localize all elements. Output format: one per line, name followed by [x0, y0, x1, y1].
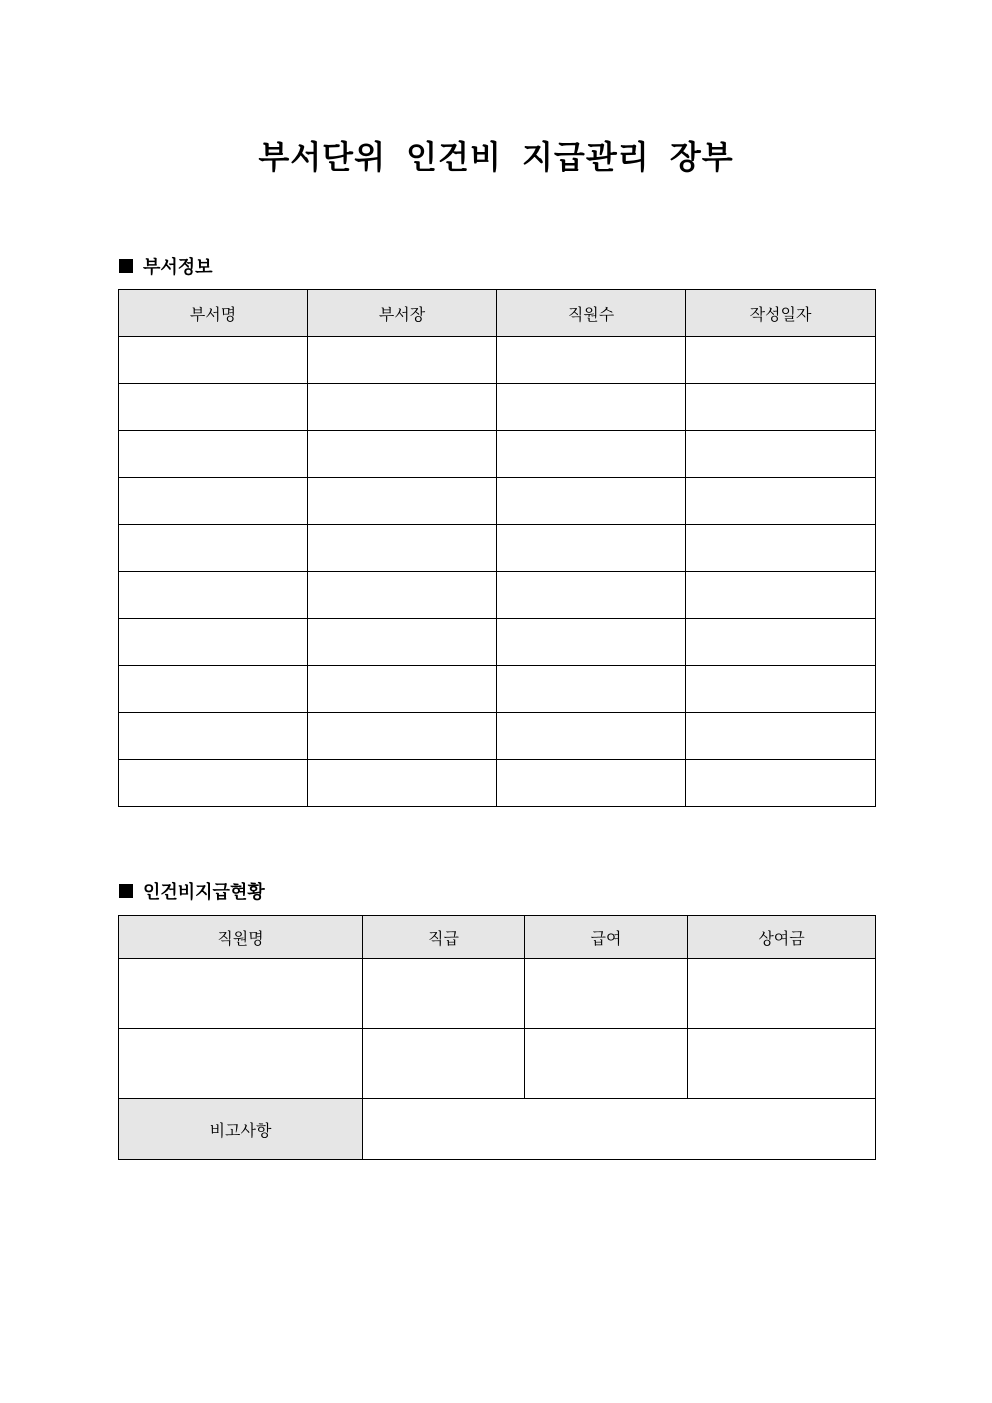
column-header-salary: 급여: [525, 916, 688, 959]
table-row: [119, 478, 876, 525]
remarks-row: [119, 1099, 876, 1160]
table-cell[interactable]: [119, 384, 308, 431]
table-cell[interactable]: [119, 478, 308, 525]
table-cell[interactable]: [497, 572, 686, 619]
table-cell[interactable]: [308, 431, 497, 478]
table-row: [119, 1029, 876, 1099]
table-cell[interactable]: [497, 760, 686, 807]
table-row: [119, 525, 876, 572]
column-header-employee-count: 직원수: [497, 290, 686, 337]
square-bullet-icon: [119, 259, 133, 273]
table-cell[interactable]: [119, 713, 308, 760]
department-info-table: [118, 289, 876, 807]
column-header-department-head: 부서장: [308, 290, 497, 337]
table-cell[interactable]: [308, 666, 497, 713]
table-cell[interactable]: [497, 337, 686, 384]
column-header-bonus: 상여금: [688, 916, 876, 959]
table-cell[interactable]: [119, 1029, 363, 1099]
table-cell[interactable]: [363, 1029, 525, 1099]
table-cell[interactable]: [119, 431, 308, 478]
column-header-written-date: 작성일자: [686, 290, 876, 337]
remarks-field[interactable]: [363, 1099, 876, 1160]
remarks-label: 비고사항: [119, 1099, 363, 1160]
table-cell[interactable]: [119, 760, 308, 807]
table-cell[interactable]: [308, 478, 497, 525]
table-cell[interactable]: [119, 525, 308, 572]
table-row: [119, 384, 876, 431]
table-cell[interactable]: [686, 619, 876, 666]
table-cell[interactable]: [308, 337, 497, 384]
table-cell[interactable]: [497, 525, 686, 572]
table-cell[interactable]: [119, 619, 308, 666]
table-cell[interactable]: [308, 760, 497, 807]
table-cell[interactable]: [497, 384, 686, 431]
table-cell[interactable]: [686, 337, 876, 384]
table-cell[interactable]: [308, 619, 497, 666]
payroll-table-header-row: [119, 916, 876, 959]
column-header-department-name: 부서명: [119, 290, 308, 337]
table-cell[interactable]: [525, 959, 688, 1029]
table-cell[interactable]: [688, 1029, 876, 1099]
table-cell[interactable]: [497, 478, 686, 525]
department-table-header-row: [119, 290, 876, 337]
table-row: [119, 760, 876, 807]
table-cell[interactable]: [686, 431, 876, 478]
document-title: 부서단위 인건비 지급관리 장부: [258, 138, 734, 176]
table-cell[interactable]: [497, 619, 686, 666]
department-section-title: 부서정보: [143, 257, 213, 278]
table-cell[interactable]: [686, 384, 876, 431]
table-row: [119, 619, 876, 666]
table-cell[interactable]: [119, 572, 308, 619]
table-cell[interactable]: [688, 959, 876, 1029]
table-cell[interactable]: [497, 713, 686, 760]
table-cell[interactable]: [686, 572, 876, 619]
table-cell[interactable]: [686, 525, 876, 572]
table-cell[interactable]: [686, 713, 876, 760]
table-cell[interactable]: [686, 760, 876, 807]
table-cell[interactable]: [308, 572, 497, 619]
payroll-section-title: 인건비지급현황: [143, 882, 265, 903]
table-cell[interactable]: [308, 384, 497, 431]
table-cell[interactable]: [686, 666, 876, 713]
table-cell[interactable]: [119, 337, 308, 384]
table-cell[interactable]: [497, 431, 686, 478]
table-row: [119, 431, 876, 478]
column-header-employee-name: 직원명: [119, 916, 363, 959]
table-cell[interactable]: [308, 525, 497, 572]
table-cell[interactable]: [525, 1029, 688, 1099]
column-header-position: 직급: [363, 916, 525, 959]
table-cell[interactable]: [119, 959, 363, 1029]
square-bullet-icon: [119, 884, 133, 898]
table-row: [119, 959, 876, 1029]
table-row: [119, 666, 876, 713]
table-row: [119, 572, 876, 619]
table-row: [119, 337, 876, 384]
table-cell[interactable]: [308, 713, 497, 760]
table-cell[interactable]: [686, 478, 876, 525]
table-cell[interactable]: [119, 666, 308, 713]
table-cell[interactable]: [363, 959, 525, 1029]
payroll-status-table: [118, 915, 876, 1160]
table-cell[interactable]: [497, 666, 686, 713]
department-section-heading: [119, 253, 213, 279]
payroll-section-heading: [119, 878, 265, 904]
table-row: [119, 713, 876, 760]
